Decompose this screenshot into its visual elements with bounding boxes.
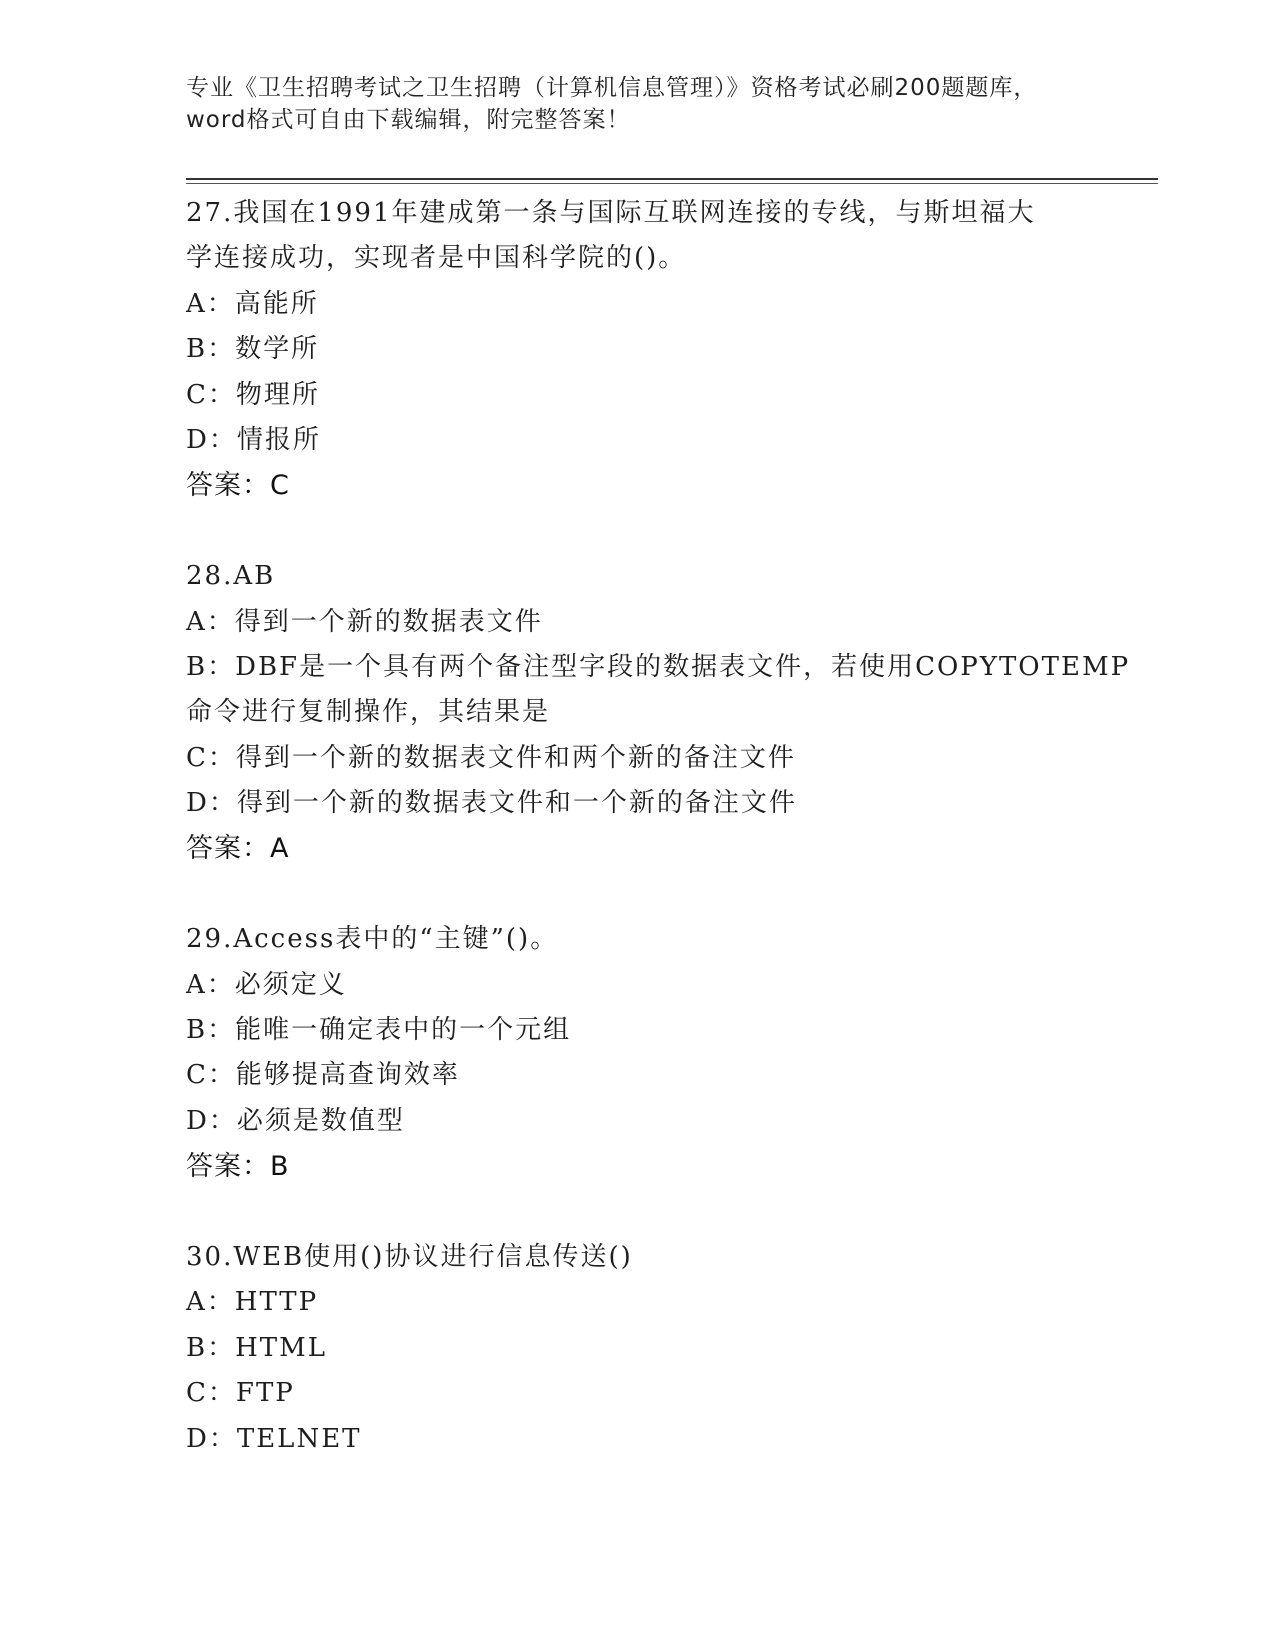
question-stem: 28.AB xyxy=(186,561,276,592)
question-option xyxy=(186,327,1086,372)
option-label: A： xyxy=(186,606,235,637)
question-option: 命令进行复制操作，其结果是 xyxy=(186,697,551,728)
question-block xyxy=(186,917,1086,1235)
option-label: C： xyxy=(186,379,236,410)
question-option xyxy=(186,373,1086,418)
question-stem: 29.Access表中的“主键”()。 xyxy=(186,924,559,955)
question-list xyxy=(186,191,1131,1462)
option-label: A： xyxy=(186,288,235,319)
option-label: B： xyxy=(186,1332,236,1363)
question-option xyxy=(186,1099,1086,1144)
header-line-1: 专业《卫生招聘考试之卫生招聘（计算机信息管理）》资格考试必刷200题题库， xyxy=(186,75,1038,101)
question-block xyxy=(186,1235,1086,1462)
question-option xyxy=(186,418,1086,463)
answer-line: 答案：C xyxy=(186,470,290,502)
option-text: TELNET xyxy=(236,1423,362,1454)
answer-line: 答案：A xyxy=(186,833,290,865)
question-spacer xyxy=(186,1190,1086,1235)
question-stem: 30.WEB使用()协议进行信息传送() xyxy=(186,1241,633,1272)
option-text: 高能所 xyxy=(234,288,319,319)
option-label: D： xyxy=(186,788,237,819)
question-option xyxy=(186,1280,1086,1325)
option-text: HTTP xyxy=(234,1287,319,1318)
option-text: FTP xyxy=(235,1378,295,1409)
question-option xyxy=(186,282,1086,327)
option-label: D： xyxy=(186,424,237,455)
option-label: A： xyxy=(186,1287,235,1318)
question-option xyxy=(186,963,1086,1008)
question-option xyxy=(186,1417,1086,1462)
option-label: D： xyxy=(186,1423,237,1454)
question-stem: 27.我国在1991年建成第一条与国际互联网连接的专线，与斯坦福大 xyxy=(186,198,1036,228)
question-stem: 学连接成功，实现者是中国科学院的()。 xyxy=(186,243,687,274)
question-option xyxy=(186,736,1086,781)
question-block xyxy=(186,554,1131,917)
question-option xyxy=(186,1053,1086,1098)
question-option xyxy=(186,781,1086,826)
option-text: 必须定义 xyxy=(234,969,347,1000)
option-label: B： xyxy=(186,651,236,682)
document-header xyxy=(186,72,1086,136)
option-label: C： xyxy=(186,1378,236,1409)
option-label: D： xyxy=(186,1105,237,1136)
option-text: 必须是数值型 xyxy=(236,1105,405,1136)
question-block xyxy=(186,191,1086,554)
question-option xyxy=(186,600,1086,645)
option-text: HTML xyxy=(235,1332,328,1363)
option-label: A： xyxy=(186,969,235,1000)
answer-line: 答案：B xyxy=(186,1151,290,1183)
header-line-2: word格式可自由下载编辑，附完整答案！ xyxy=(186,107,631,133)
option-text: 得到一个新的数据表文件 xyxy=(234,606,543,637)
question-option xyxy=(186,645,1131,690)
option-text: 能够提高查询效率 xyxy=(235,1060,460,1091)
option-text: 能唯一确定表中的一个元组 xyxy=(235,1015,572,1046)
option-text: 得到一个新的数据表文件和一个新的备注文件 xyxy=(236,788,797,819)
option-label: B： xyxy=(186,334,236,365)
header-divider xyxy=(186,178,1158,180)
option-text: 得到一个新的数据表文件和两个新的备注文件 xyxy=(235,742,796,773)
option-text: DBF是一个具有两个备注型字段的数据表文件，若使用COPYTOTEMP xyxy=(235,651,1131,682)
question-option xyxy=(186,1371,1086,1416)
option-text: 数学所 xyxy=(235,334,320,365)
option-label: C： xyxy=(186,742,236,773)
question-option xyxy=(186,1008,1086,1053)
question-spacer xyxy=(186,509,1086,554)
option-text: 情报所 xyxy=(236,424,321,455)
option-label: B： xyxy=(186,1015,236,1046)
option-label: C： xyxy=(186,1060,236,1091)
question-option xyxy=(186,1326,1086,1371)
header-divider-thin xyxy=(186,183,1158,184)
question-spacer xyxy=(186,872,1086,917)
option-text: 物理所 xyxy=(235,379,320,410)
